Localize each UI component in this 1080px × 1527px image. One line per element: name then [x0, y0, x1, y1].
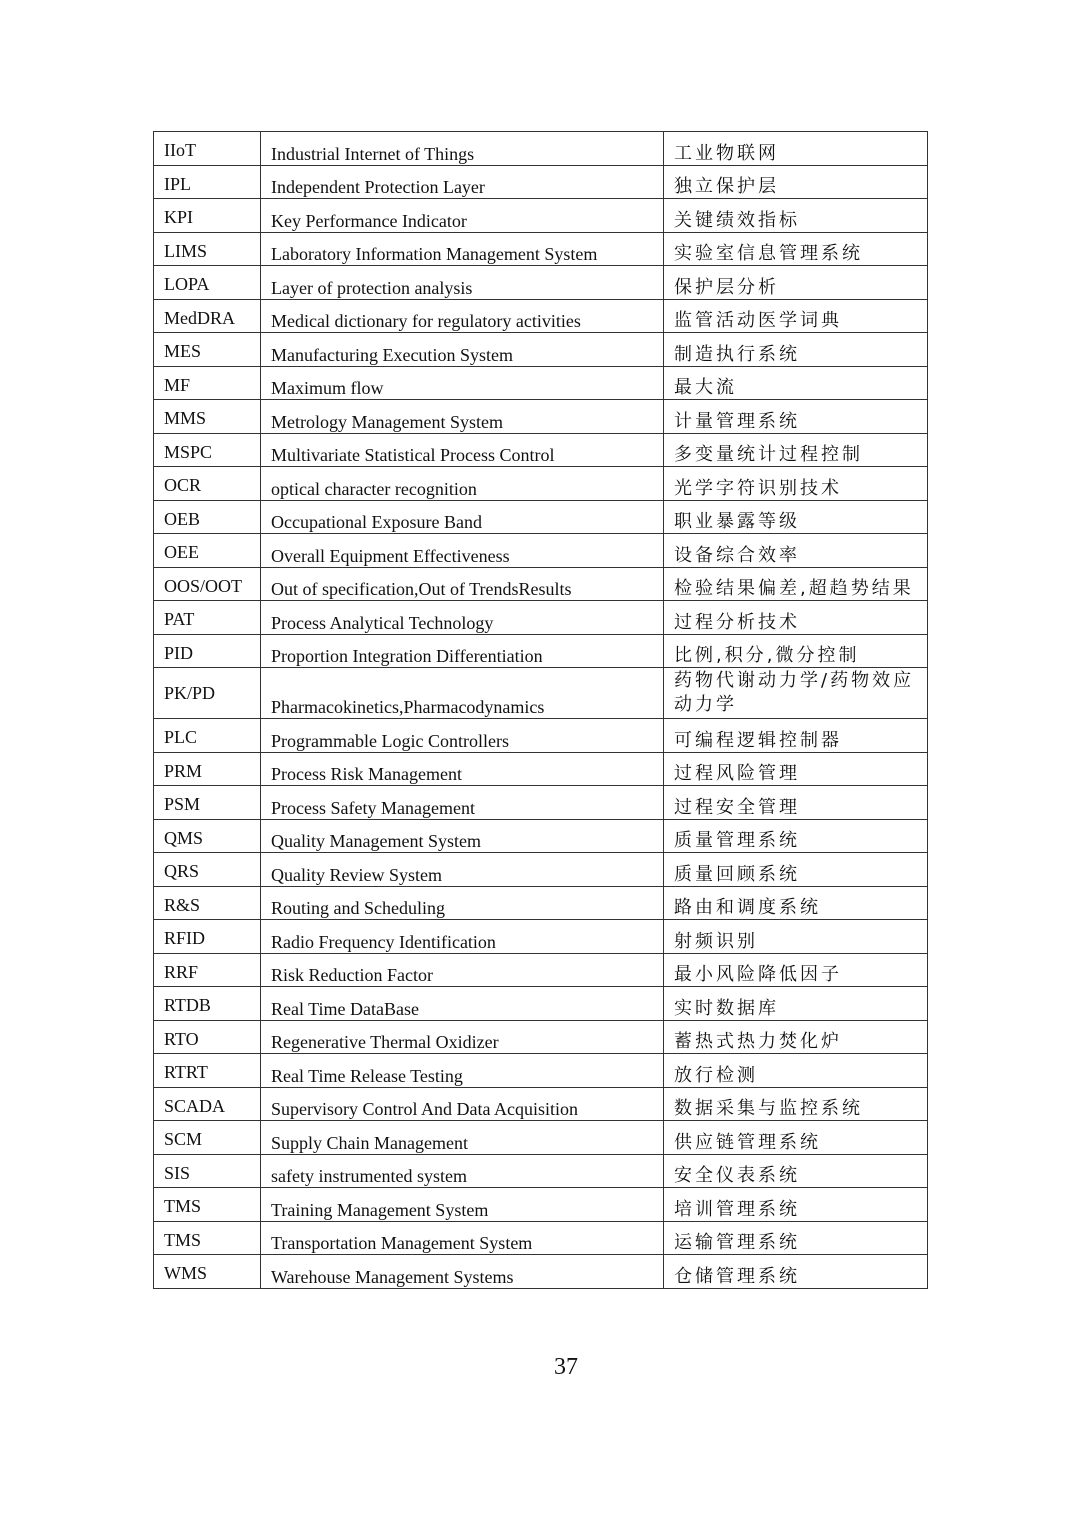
chinese-term-cell: 计量管理系统 — [664, 400, 928, 434]
english-term-cell: Laboratory Information Management System — [261, 232, 664, 266]
abbreviation-cell: IIoT — [154, 132, 261, 166]
table-row — [154, 132, 928, 166]
table-row — [154, 1255, 928, 1289]
table-row — [154, 433, 928, 467]
chinese-term-cell: 过程风险管理 — [664, 752, 928, 786]
table-row — [154, 199, 928, 233]
abbreviation-cell: PLC — [154, 719, 261, 753]
english-term-cell: Independent Protection Layer — [261, 165, 664, 199]
table-row — [154, 853, 928, 887]
english-term-cell: safety instrumented system — [261, 1154, 664, 1188]
chinese-term-cell: 最小风险降低因子 — [664, 953, 928, 987]
table-row — [154, 601, 928, 635]
abbreviation-cell: MedDRA — [154, 299, 261, 333]
table-row — [154, 668, 928, 719]
table-row — [154, 400, 928, 434]
chinese-term-cell: 光学字符识别技术 — [664, 467, 928, 501]
abbreviation-cell: QMS — [154, 819, 261, 853]
english-term-cell: Risk Reduction Factor — [261, 953, 664, 987]
abbreviation-cell: SCM — [154, 1121, 261, 1155]
chinese-term-cell: 可编程逻辑控制器 — [664, 719, 928, 753]
english-term-cell: Programmable Logic Controllers — [261, 719, 664, 753]
table-row — [154, 920, 928, 954]
table-row — [154, 567, 928, 601]
english-term-cell: Training Management System — [261, 1188, 664, 1222]
chinese-term-cell: 独立保护层 — [664, 165, 928, 199]
english-term-cell: Multivariate Statistical Process Control — [261, 433, 664, 467]
table-row — [154, 366, 928, 400]
chinese-term-cell: 关键绩效指标 — [664, 199, 928, 233]
table-row — [154, 987, 928, 1021]
chinese-term-cell: 路由和调度系统 — [664, 886, 928, 920]
abbreviation-cell: MMS — [154, 400, 261, 434]
abbreviation-cell: PSM — [154, 786, 261, 820]
chinese-term-cell: 射频识别 — [664, 920, 928, 954]
chinese-term-cell: 药物代谢动力学/药物效应动力学 — [664, 668, 928, 719]
chinese-term-cell: 过程分析技术 — [664, 601, 928, 635]
english-term-cell: Supply Chain Management — [261, 1121, 664, 1155]
abbreviation-cell: OEE — [154, 534, 261, 568]
chinese-term-cell: 多变量统计过程控制 — [664, 433, 928, 467]
abbreviation-cell: IPL — [154, 165, 261, 199]
abbreviation-cell: TMS — [154, 1221, 261, 1255]
chinese-term-cell: 放行检测 — [664, 1054, 928, 1088]
abbreviation-cell: OOS/OOT — [154, 567, 261, 601]
abbreviation-cell: OEB — [154, 500, 261, 534]
english-term-cell: Industrial Internet of Things — [261, 132, 664, 166]
table-row — [154, 333, 928, 367]
abbreviation-cell: SIS — [154, 1154, 261, 1188]
chinese-term-cell: 培训管理系统 — [664, 1188, 928, 1222]
abbreviation-cell: TMS — [154, 1188, 261, 1222]
chinese-term-cell: 保护层分析 — [664, 266, 928, 300]
english-term-cell: Process Analytical Technology — [261, 601, 664, 635]
english-term-cell: Key Performance Indicator — [261, 199, 664, 233]
chinese-term-cell: 监管活动医学词典 — [664, 299, 928, 333]
english-term-cell: Pharmacokinetics,Pharmacodynamics — [261, 668, 664, 719]
abbreviation-cell: LIMS — [154, 232, 261, 266]
english-term-cell: Medical dictionary for regulatory activities — [261, 299, 664, 333]
table-row — [154, 819, 928, 853]
chinese-term-cell: 仓储管理系统 — [664, 1255, 928, 1289]
abbreviation-cell: KPI — [154, 199, 261, 233]
table-row — [154, 719, 928, 753]
table-row — [154, 467, 928, 501]
abbreviation-cell: RTDB — [154, 987, 261, 1021]
chinese-term-cell: 过程安全管理 — [664, 786, 928, 820]
abbreviation-cell: OCR — [154, 467, 261, 501]
table-row — [154, 266, 928, 300]
chinese-term-cell: 实验室信息管理系统 — [664, 232, 928, 266]
table-row — [154, 1054, 928, 1088]
english-term-cell: Routing and Scheduling — [261, 886, 664, 920]
table-row — [154, 1087, 928, 1121]
chinese-term-cell: 设备综合效率 — [664, 534, 928, 568]
english-term-cell: Maximum flow — [261, 366, 664, 400]
table-row — [154, 534, 928, 568]
english-term-cell: Quality Review System — [261, 853, 664, 887]
abbreviation-cell: SCADA — [154, 1087, 261, 1121]
table-row — [154, 299, 928, 333]
abbreviation-cell: PAT — [154, 601, 261, 635]
english-term-cell: Transportation Management System — [261, 1221, 664, 1255]
chinese-term-cell: 安全仪表系统 — [664, 1154, 928, 1188]
page-number: 37 — [554, 1354, 578, 1380]
english-term-cell: Manufacturing Execution System — [261, 333, 664, 367]
english-term-cell: Warehouse Management Systems — [261, 1255, 664, 1289]
english-term-cell: Supervisory Control And Data Acquisition — [261, 1087, 664, 1121]
english-term-cell: Real Time DataBase — [261, 987, 664, 1021]
abbreviation-cell: RTO — [154, 1020, 261, 1054]
table-row — [154, 165, 928, 199]
glossary-table — [153, 131, 928, 1289]
english-term-cell: Regenerative Thermal Oxidizer — [261, 1020, 664, 1054]
abbreviation-cell: PRM — [154, 752, 261, 786]
chinese-term-cell: 质量管理系统 — [664, 819, 928, 853]
chinese-term-cell: 职业暴露等级 — [664, 500, 928, 534]
chinese-term-cell: 最大流 — [664, 366, 928, 400]
table-row — [154, 1188, 928, 1222]
table-row — [154, 1154, 928, 1188]
english-term-cell: Process Safety Management — [261, 786, 664, 820]
chinese-term-cell: 供应链管理系统 — [664, 1121, 928, 1155]
chinese-term-cell: 蓄热式热力焚化炉 — [664, 1020, 928, 1054]
abbreviation-cell: PID — [154, 634, 261, 668]
english-term-cell: Proportion Integration Differentiation — [261, 634, 664, 668]
table-row — [154, 1121, 928, 1155]
english-term-cell: Process Risk Management — [261, 752, 664, 786]
abbreviation-cell: R&S — [154, 886, 261, 920]
abbreviation-cell: WMS — [154, 1255, 261, 1289]
english-term-cell: Out of specification,Out of TrendsResults — [261, 567, 664, 601]
abbreviation-cell: RRF — [154, 953, 261, 987]
table-row — [154, 634, 928, 668]
table-row — [154, 752, 928, 786]
abbreviation-cell: MES — [154, 333, 261, 367]
abbreviation-cell: MF — [154, 366, 261, 400]
chinese-term-cell: 运输管理系统 — [664, 1221, 928, 1255]
glossary-table-body — [154, 132, 928, 1289]
abbreviation-cell: MSPC — [154, 433, 261, 467]
chinese-term-cell: 比例,积分,微分控制 — [664, 634, 928, 668]
abbreviation-cell: QRS — [154, 853, 261, 887]
abbreviation-cell: RFID — [154, 920, 261, 954]
chinese-term-cell: 实时数据库 — [664, 987, 928, 1021]
chinese-term-cell: 检验结果偏差,超趋势结果 — [664, 567, 928, 601]
abbreviation-cell: PK/PD — [154, 668, 261, 719]
english-term-cell: Overall Equipment Effectiveness — [261, 534, 664, 568]
table-row — [154, 953, 928, 987]
english-term-cell: Occupational Exposure Band — [261, 500, 664, 534]
english-term-cell: Real Time Release Testing — [261, 1054, 664, 1088]
english-term-cell: optical character recognition — [261, 467, 664, 501]
table-row — [154, 500, 928, 534]
table-row — [154, 886, 928, 920]
abbreviation-cell: RTRT — [154, 1054, 261, 1088]
table-row — [154, 1020, 928, 1054]
table-row — [154, 232, 928, 266]
english-term-cell: Layer of protection analysis — [261, 266, 664, 300]
chinese-term-cell: 制造执行系统 — [664, 333, 928, 367]
abbreviation-cell: LOPA — [154, 266, 261, 300]
chinese-term-cell: 质量回顾系统 — [664, 853, 928, 887]
chinese-term-cell: 数据采集与监控系统 — [664, 1087, 928, 1121]
table-row — [154, 1221, 928, 1255]
chinese-term-cell: 工业物联网 — [664, 132, 928, 166]
english-term-cell: Quality Management System — [261, 819, 664, 853]
english-term-cell: Radio Frequency Identification — [261, 920, 664, 954]
english-term-cell: Metrology Management System — [261, 400, 664, 434]
table-row — [154, 786, 928, 820]
